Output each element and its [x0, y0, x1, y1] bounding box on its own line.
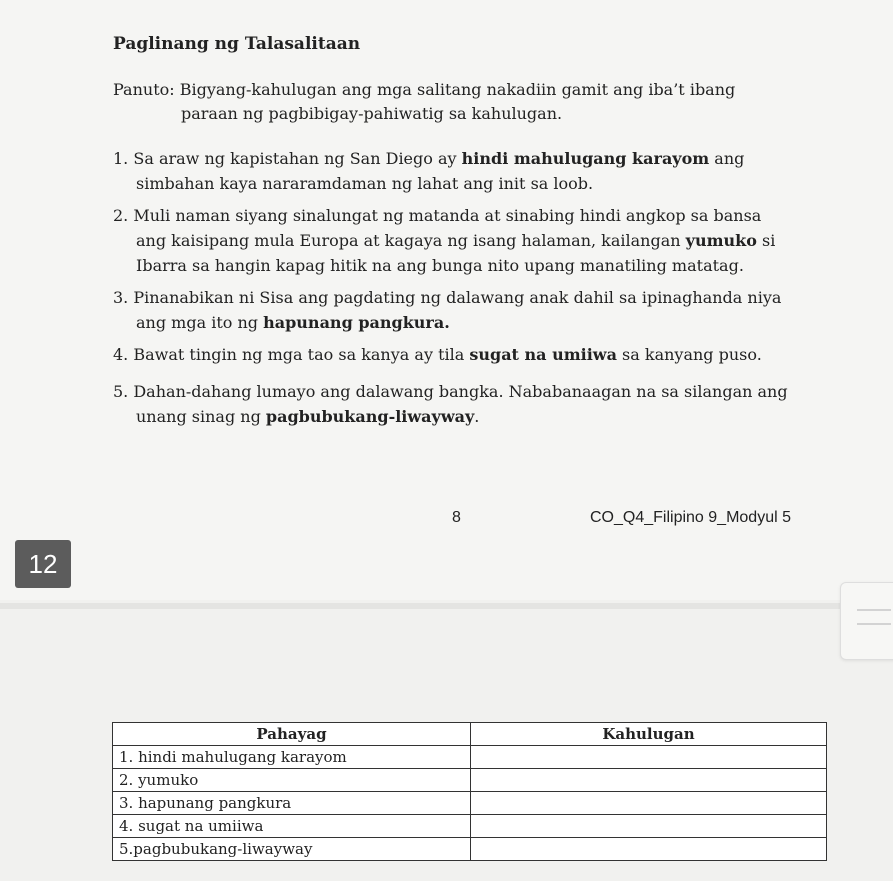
- table-row: [113, 769, 827, 792]
- table-cell-kahulugan[interactable]: [471, 746, 827, 769]
- item-text: ang: [709, 149, 745, 168]
- column-header-pahayag: Pahayag: [113, 723, 471, 746]
- emphasized-word: yumuko: [685, 231, 757, 250]
- instructions: [113, 78, 813, 126]
- sentence-item-5: [113, 379, 813, 429]
- table-cell-pahayag: 5.pagbubukang-liwayway: [113, 838, 471, 861]
- item-text: ang mga ito ng: [136, 313, 264, 332]
- item-text: si: [756, 231, 776, 250]
- item-text: 3. Pinanabikan ni Sisa ang pagdating ng dalawang anak dahil sa ipinaghanda niya: [113, 288, 782, 307]
- column-header-kahulugan: Kahulugan: [471, 723, 827, 746]
- item-text-continued: [113, 228, 813, 253]
- sentence-item-2: [113, 203, 813, 278]
- item-text: unang sinag ng: [136, 407, 266, 426]
- table-row: [113, 792, 827, 815]
- item-text: 4. Bawat tingin ng mga tao sa kanya ay tila: [113, 345, 470, 364]
- footer-module-code: CO_Q4_Filipino 9_Modyul 5: [590, 509, 791, 526]
- table-cell-pahayag: 1. hindi mahulugang karayom: [113, 746, 471, 769]
- sentence-item-4: [113, 342, 813, 367]
- item-text: 2. Muli naman siyang sinalungat ng matanda at sinabing hindi angkop sa bansa: [113, 206, 762, 225]
- table-row: [113, 838, 827, 861]
- menu-line: [857, 623, 891, 625]
- page-divider: [0, 603, 893, 609]
- item-text-continued: [113, 404, 813, 429]
- item-text: ang kaisipang mula Europa at kagaya ng isang halaman, kailangan: [136, 231, 686, 250]
- table-cell-kahulugan[interactable]: [471, 769, 827, 792]
- item-text: 1. Sa araw ng kapistahan ng San Diego ay: [113, 149, 462, 168]
- emphasized-word: pagbubukang-liwayway: [265, 407, 475, 426]
- table-cell-pahayag: 4. sugat na umiiwa: [113, 815, 471, 838]
- page-number-badge: 12: [15, 540, 71, 588]
- item-text: 5. Dahan-dahang lumayo ang dalawang bangka. Nababanaagan na sa silangan ang: [113, 382, 788, 401]
- table-cell-kahulugan[interactable]: [471, 792, 827, 815]
- table-row: [113, 746, 827, 769]
- table-row: [113, 815, 827, 838]
- item-text: .: [474, 407, 480, 426]
- emphasized-word: hapunang pangkura.: [263, 313, 450, 332]
- item-text-continued: simbahan kaya nararamdaman ng lahat ang init sa loob.: [136, 174, 594, 193]
- table-cell-kahulugan[interactable]: [471, 815, 827, 838]
- instructions-line-1: Panuto: Bigyang-kahulugan ang mga salitang nakadiin gamit ang iba’t ibang: [113, 80, 736, 99]
- emphasized-word: sugat na umiiwa: [469, 345, 617, 364]
- emphasized-word: hindi mahulugang karayom: [461, 149, 710, 168]
- answer-table: [112, 722, 827, 861]
- item-text-continued: Ibarra sa hangin kapag hitik na ang bunga nito upang manatiling matatag.: [136, 256, 744, 275]
- table-cell-pahayag: 3. hapunang pangkura: [113, 792, 471, 815]
- hamburger-menu-icon[interactable]: [840, 582, 893, 660]
- table-header-row: [113, 723, 827, 746]
- sentence-item-3: [113, 285, 813, 335]
- menu-line: [857, 609, 891, 611]
- table-cell-pahayag: 2. yumuko: [113, 769, 471, 792]
- instructions-line-2: paraan ng pagbibigay-pahiwatig sa kahulugan.: [181, 104, 563, 123]
- page-title: Paglinang ng Talasalitaan: [113, 34, 361, 54]
- footer-page-number: 8: [452, 509, 461, 526]
- table-cell-kahulugan[interactable]: [471, 838, 827, 861]
- item-text-continued: [113, 310, 813, 335]
- item-text: sa kanyang puso.: [616, 345, 762, 364]
- sentence-item-1: [113, 146, 813, 196]
